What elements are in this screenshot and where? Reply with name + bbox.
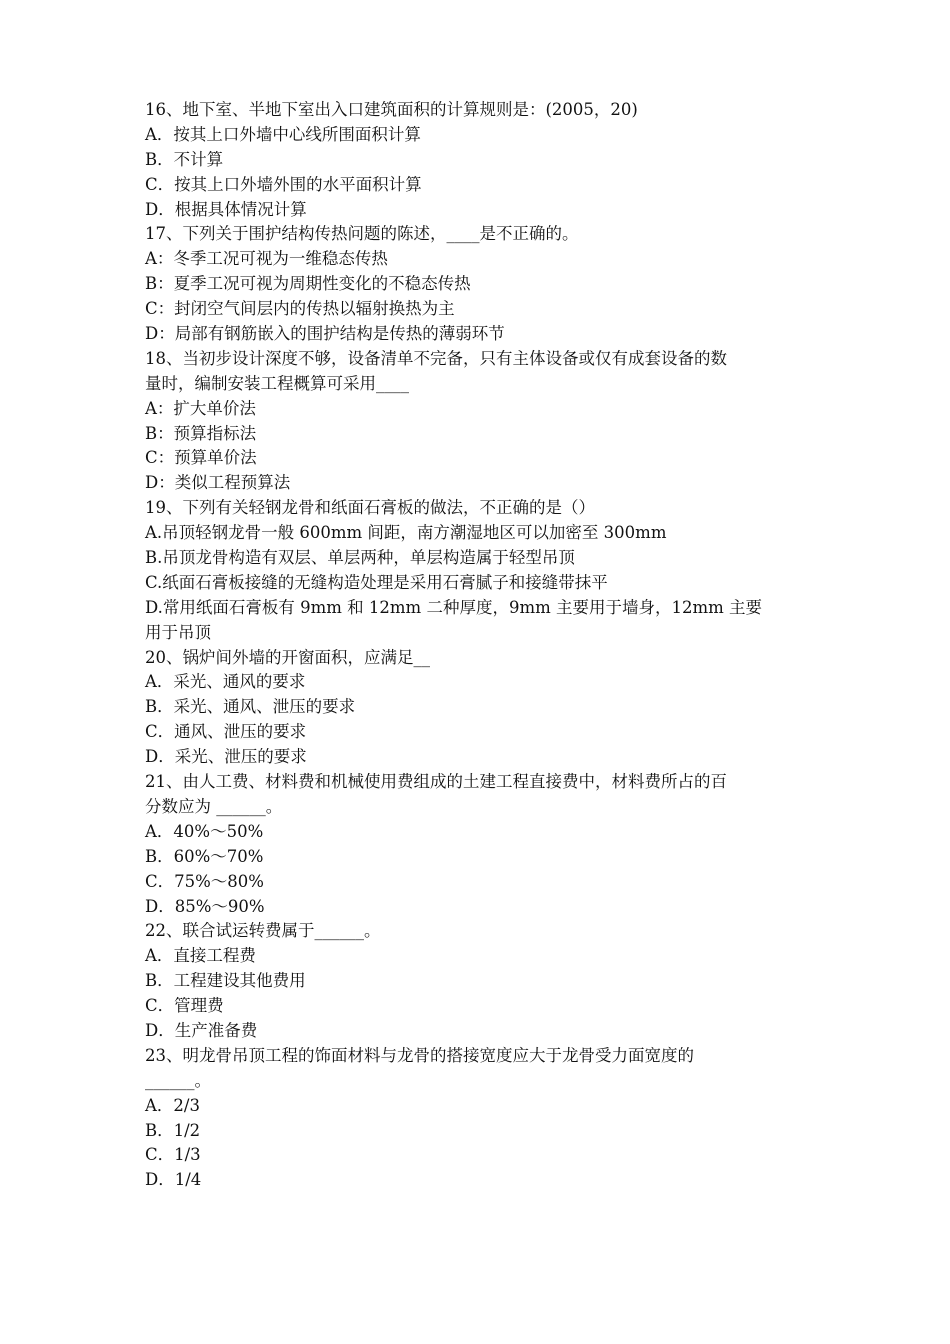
question-19-option-c: C.纸面石膏板接缝的无缝构造处理是采用石膏腻子和接缝带抹平 (145, 572, 608, 592)
question-18-option-a: A：扩大单价法 (145, 398, 256, 418)
question-17-option-c: C：封闭空气间层内的传热以辐射换热为主 (145, 299, 455, 319)
document-page (145, 98, 810, 1193)
question-21-option-c: C．75%～80% (145, 871, 264, 891)
question-18-stem: 18、当初步设计深度不够，设备清单不完备，只有主体设备或仅有成套设备的数 (145, 348, 727, 368)
question-21-stem-continued: 分数应为 ______。 (145, 796, 283, 816)
question-22-option-c: C．管理费 (145, 996, 224, 1016)
question-20-option-c: C．通风、泄压的要求 (145, 722, 307, 742)
question-22-stem: 22、联合试运转费属于______。 (145, 921, 381, 941)
question-20-stem: 20、锅炉间外墙的开窗面积，应满足__ (145, 647, 430, 667)
question-19-option-b: B.吊顶龙骨构造有双层、单层两种，单层构造属于轻型吊顶 (145, 548, 575, 568)
question-17-stem: 17、下列关于围护结构传热问题的陈述，____是不正确的。 (145, 224, 579, 244)
question-18-option-d: D：类似工程预算法 (145, 473, 291, 493)
question-23-option-b: B．1/2 (145, 1120, 201, 1140)
question-23-option-a: A．2/3 (145, 1095, 200, 1115)
question-19-option-d-continued: 用于吊顶 (145, 622, 211, 642)
question-16-stem: 16、地下室、半地下室出入口建筑面积的计算规则是：(2005，20) (145, 100, 638, 119)
question-16-option-a: A．按其上口外墙中心线所围面积计算 (145, 124, 421, 144)
question-19-option-d: D.常用纸面石膏板有 9mm 和 12mm 二种厚度，9mm 主要用于墙身，12mm 主要 (145, 597, 763, 617)
question-19-stem: 19、下列有关轻钢龙骨和纸面石膏板的做法，不正确的是（） (145, 498, 595, 518)
question-23-option-c: C．1/3 (145, 1145, 201, 1165)
question-18-option-c: C：预算单价法 (145, 448, 257, 468)
question-23-stem: 23、明龙骨吊顶工程的饰面材料与龙骨的搭接宽度应大于龙骨受力面宽度的 (145, 1045, 694, 1065)
question-22-option-d: D．生产准备费 (145, 1020, 258, 1040)
question-21-option-a: A．40%～50% (145, 821, 264, 841)
question-17-option-b: B：夏季工况可视为周期性变化的不稳态传热 (145, 274, 471, 294)
question-18-stem-continued: 量时，编制安装工程概算可采用____ (145, 373, 409, 393)
question-22-option-a: A．直接工程费 (145, 946, 256, 966)
question-20-option-d: D．采光、泄压的要求 (145, 747, 307, 767)
question-19-option-a: A.吊顶轻钢龙骨一般 600mm 间距，南方潮湿地区可以加密至 300mm (145, 523, 667, 543)
question-18-option-b: B：预算指标法 (145, 423, 257, 443)
question-23-stem-continued: ______。 (145, 1070, 211, 1090)
question-21-stem: 21、由人工费、材料费和机械使用费组成的土建工程直接费中，材料费所占的百 (145, 772, 727, 792)
question-20-option-b: B．采光、通风、泄压的要求 (145, 697, 356, 717)
question-16-option-c: C．按其上口外墙外围的水平面积计算 (145, 174, 422, 194)
question-21-option-b: B．60%～70% (145, 846, 264, 866)
question-16-option-d: D．根据具体情况计算 (145, 199, 307, 219)
question-22-option-b: B．工程建设其他费用 (145, 971, 306, 991)
question-21-option-d: D．85%～90% (145, 896, 265, 916)
question-17-option-d: D：局部有钢筋嵌入的围护结构是传热的薄弱环节 (145, 324, 505, 344)
question-17-option-a: A：冬季工况可视为一维稳态传热 (145, 249, 388, 269)
question-23-option-d: D．1/4 (145, 1170, 202, 1190)
question-20-option-a: A．采光、通风的要求 (145, 672, 306, 692)
question-16-option-b: B．不计算 (145, 149, 224, 169)
